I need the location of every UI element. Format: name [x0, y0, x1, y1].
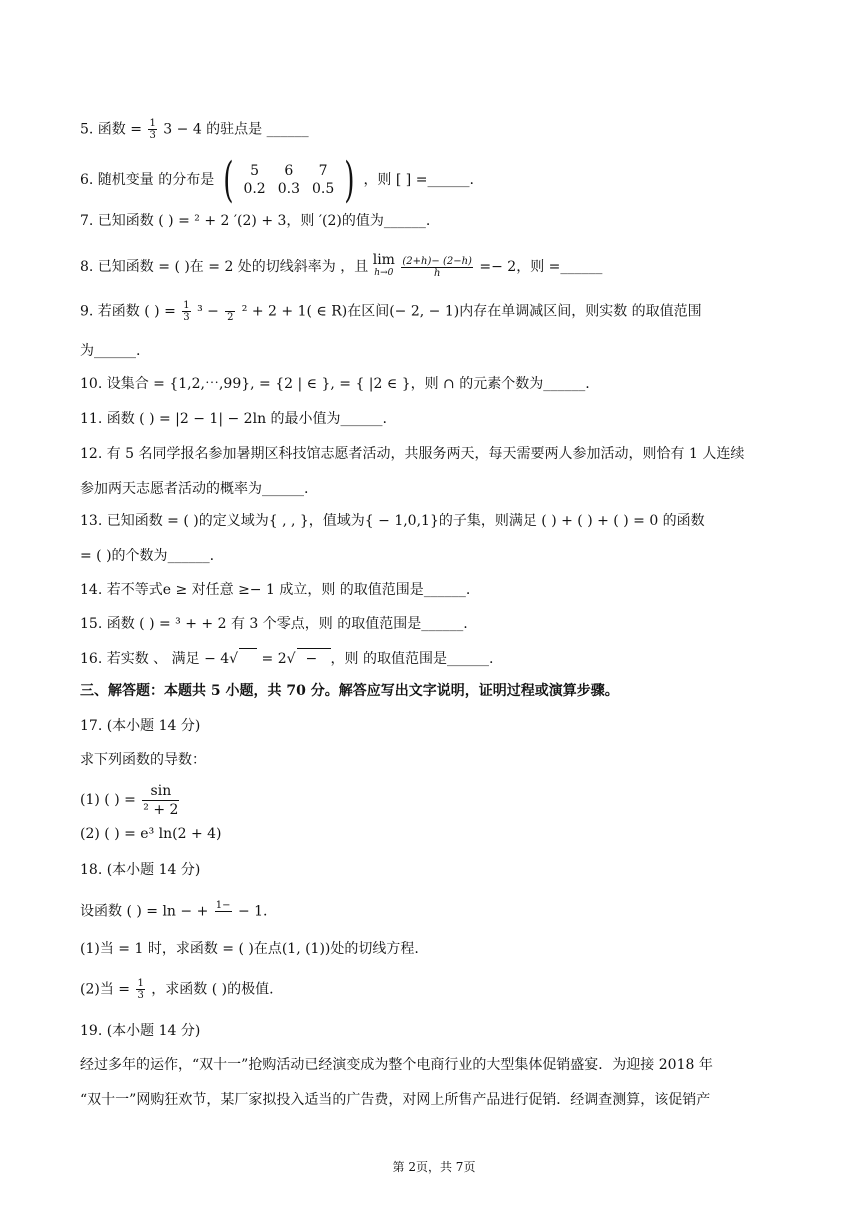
- q7-answer-blank: ______.: [383, 213, 431, 229]
- question-18-part-1: (1)当 = 1 时，求函数 = ( )在点(1, (1))处的切线方程.: [80, 941, 419, 957]
- q18-intro-den: [215, 912, 232, 923]
- q16-root-1: [239, 648, 257, 669]
- q18-p2-prefix: (2)当 =: [80, 981, 131, 998]
- q18-p2-den: 3: [137, 990, 144, 1001]
- question-18-part-2: [80, 978, 274, 1001]
- question-19-line-1: 经过多年的运作，“双十一”抢购活动已经演变成为整个电商行业的大型集体促销盛宴．为迎接 2018 年: [80, 1057, 713, 1073]
- q9-frac2-den: 2: [227, 312, 234, 323]
- question-12-line-2: [80, 479, 308, 499]
- q9-prefix: 9. 若函数 ( ) =: [80, 303, 176, 320]
- q18-p2-num: 1: [137, 978, 144, 989]
- q8-limit: [373, 254, 395, 280]
- q6-prob: 0.2: [243, 181, 266, 197]
- q5-frac-den: 3: [149, 130, 156, 141]
- question-18-intro: [80, 900, 268, 923]
- q13-line1: 13. 已知函数 = ( )的定义域为{ , , }，值域为{ − 1,0,1}的子集，则满足 ( ) + ( ) + ( ) = 0 的函数: [80, 513, 705, 529]
- q16-mid: = 2: [257, 651, 287, 667]
- page-footer: 第 2页，共 7页: [392, 1160, 476, 1174]
- question-13-line-2: [80, 546, 214, 566]
- q18-intro-prefix: 设函数 ( ) = ln − +: [80, 903, 209, 920]
- q5-eq: =: [130, 121, 142, 138]
- q15-answer-blank: ______.: [421, 616, 468, 632]
- q5-rest: 3 − 4 的驻点是: [163, 121, 263, 138]
- question-7: [80, 211, 430, 231]
- q16-root-2: −: [297, 648, 331, 669]
- section-3-heading: 三、解答题：本题共 5 小题，共 70 分。解答应写出文字说明，证明过程或演算步骤。: [80, 683, 619, 699]
- question-9: [80, 300, 702, 323]
- q6-answer-blank: ______.: [427, 172, 474, 188]
- q14-answer-blank: ______.: [423, 582, 471, 598]
- question-17-head: 17. (本小题 14 分): [80, 718, 201, 734]
- left-paren-icon: (: [222, 152, 234, 208]
- q8-fraction: [401, 256, 473, 279]
- q6-prob: 0.5: [311, 181, 335, 197]
- q9-frac1-num: 1: [183, 300, 190, 311]
- q8-suffix: =− 2，则 =: [479, 259, 561, 275]
- q9-suffix: ² + 2 + 1( ∈ R)在区间(− 2, − 1)内存在单调减区间，则实数 的取值范围: [241, 303, 702, 320]
- q18-intro-num: 1−: [215, 900, 231, 911]
- q5-prefix: 5. 函数: [80, 121, 126, 138]
- q10-answer-blank: ______.: [543, 376, 590, 392]
- question-5: [80, 118, 309, 141]
- question-16: [80, 648, 493, 669]
- q13-answer-blank: ______.: [167, 548, 215, 564]
- q18-p2-suffix: ，求函数 ( )的极值.: [151, 981, 274, 998]
- question-17-part-2: (2) ( ) = e³ ln(2 + 4): [80, 826, 222, 842]
- right-paren-icon: ): [344, 152, 355, 208]
- q18-intro-fraction: [215, 900, 232, 923]
- q14-text: 14. 若不等式e ≥ 对任意 ≥− 1 成立，则 的取值范围是: [80, 582, 424, 598]
- q6-value: 6: [284, 163, 294, 179]
- q11-answer-blank: ______.: [340, 411, 387, 427]
- q9-fraction-2: [225, 300, 235, 323]
- q18-p2-fraction: [136, 978, 144, 1001]
- q9-fraction-1: [182, 300, 190, 323]
- question-15: [80, 614, 468, 634]
- question-13: [80, 511, 705, 531]
- q8-frac-den: h: [433, 267, 441, 279]
- q12-line1: 12. 有 5 名同学报名参加暑期区科技馆志愿者活动，共服务两天，每天需要两人参加活动，则恰有 1 人连续: [80, 446, 745, 462]
- question-17-part-1: [80, 780, 181, 820]
- q12-answer-blank: ______.: [262, 481, 309, 497]
- sqrt-icon: √: [286, 651, 296, 667]
- question-6: [80, 152, 474, 208]
- question-19-head: 19. (本小题 14 分): [80, 1023, 201, 1039]
- q17-p1-num: sin: [142, 782, 179, 801]
- q18-intro-suffix: − 1.: [237, 903, 268, 920]
- q10-text: 10. 设集合 = {1,2,⋯,99}, = {2 | ∈ }, = { |2 ∈ }，则 ∩ 的元素个数为: [80, 376, 544, 392]
- q5-fraction: [148, 118, 156, 141]
- q6-value: 7: [318, 163, 328, 179]
- q16-suffix: ，则 的取值范围是: [330, 651, 447, 667]
- q9-frac2-num: [225, 300, 235, 312]
- question-18-head: 18. (本小题 14 分): [80, 862, 201, 878]
- q9-answer-blank: ______.: [94, 343, 141, 359]
- q6-distribution-matrix: [237, 162, 340, 198]
- q9-line2: 为: [80, 343, 94, 359]
- q17-p1-den: ² + 2: [143, 801, 179, 818]
- question-8: [80, 254, 602, 280]
- question-17-intro: 求下列函数的导数：: [80, 752, 206, 768]
- question-19-line-2: “双十一”网购狂欢节，某厂家拟投入适当的广告费，对网上所售产品进行促销．经调查测算，该促销产: [80, 1092, 711, 1108]
- q8-lim-sub: h→0: [374, 268, 394, 278]
- q6-prob: 0.3: [277, 181, 300, 197]
- q7-text: 7. 已知函数 ( ) = ² + 2 ′(2) + 3，则 ′(2)的值为: [80, 213, 384, 229]
- question-11: [80, 409, 387, 429]
- q15-text: 15. 函数 ( ) = ³ + + 2 有 3 个零点，则 的取值范围是: [80, 616, 422, 632]
- q6-prefix: 6. 随机变量 的分布是: [80, 172, 215, 188]
- question-14: [80, 580, 470, 600]
- q5-frac-num: 1: [149, 118, 156, 129]
- sqrt-icon: √: [229, 651, 239, 667]
- q9-frac1-den: 3: [183, 312, 190, 323]
- q17-p1-prefix: (1) ( ) =: [80, 792, 136, 808]
- q8-lim: lim: [372, 252, 395, 268]
- q6-value: 5: [250, 163, 260, 179]
- q12-line2: 参加两天志愿者活动的概率为: [80, 481, 262, 497]
- q16-prefix: 16. 若实数 、 满足 − 4: [80, 651, 230, 667]
- q8-frac-num: (2+h)− (2−h): [402, 255, 472, 267]
- q11-text: 11. 函数 ( ) = |2 − 1| − 2ln 的最小值为: [80, 411, 341, 427]
- q5-answer-blank: ______: [266, 121, 309, 138]
- q9-mid: ³ −: [197, 303, 219, 320]
- q17-p1-fraction: [142, 782, 179, 819]
- q8-prefix: 8. 已知函数 = ( )在 = 2 处的切线斜率为 ，且: [80, 259, 369, 275]
- question-10: [80, 374, 590, 394]
- q13-line2: = ( )的个数为: [80, 548, 168, 564]
- q6-suffix: ，则 [ ] =: [363, 172, 428, 188]
- q8-answer-blank: ______: [560, 259, 603, 275]
- question-12: [80, 444, 744, 464]
- question-9-line-2: [80, 341, 140, 361]
- q16-answer-blank: ______.: [447, 651, 494, 667]
